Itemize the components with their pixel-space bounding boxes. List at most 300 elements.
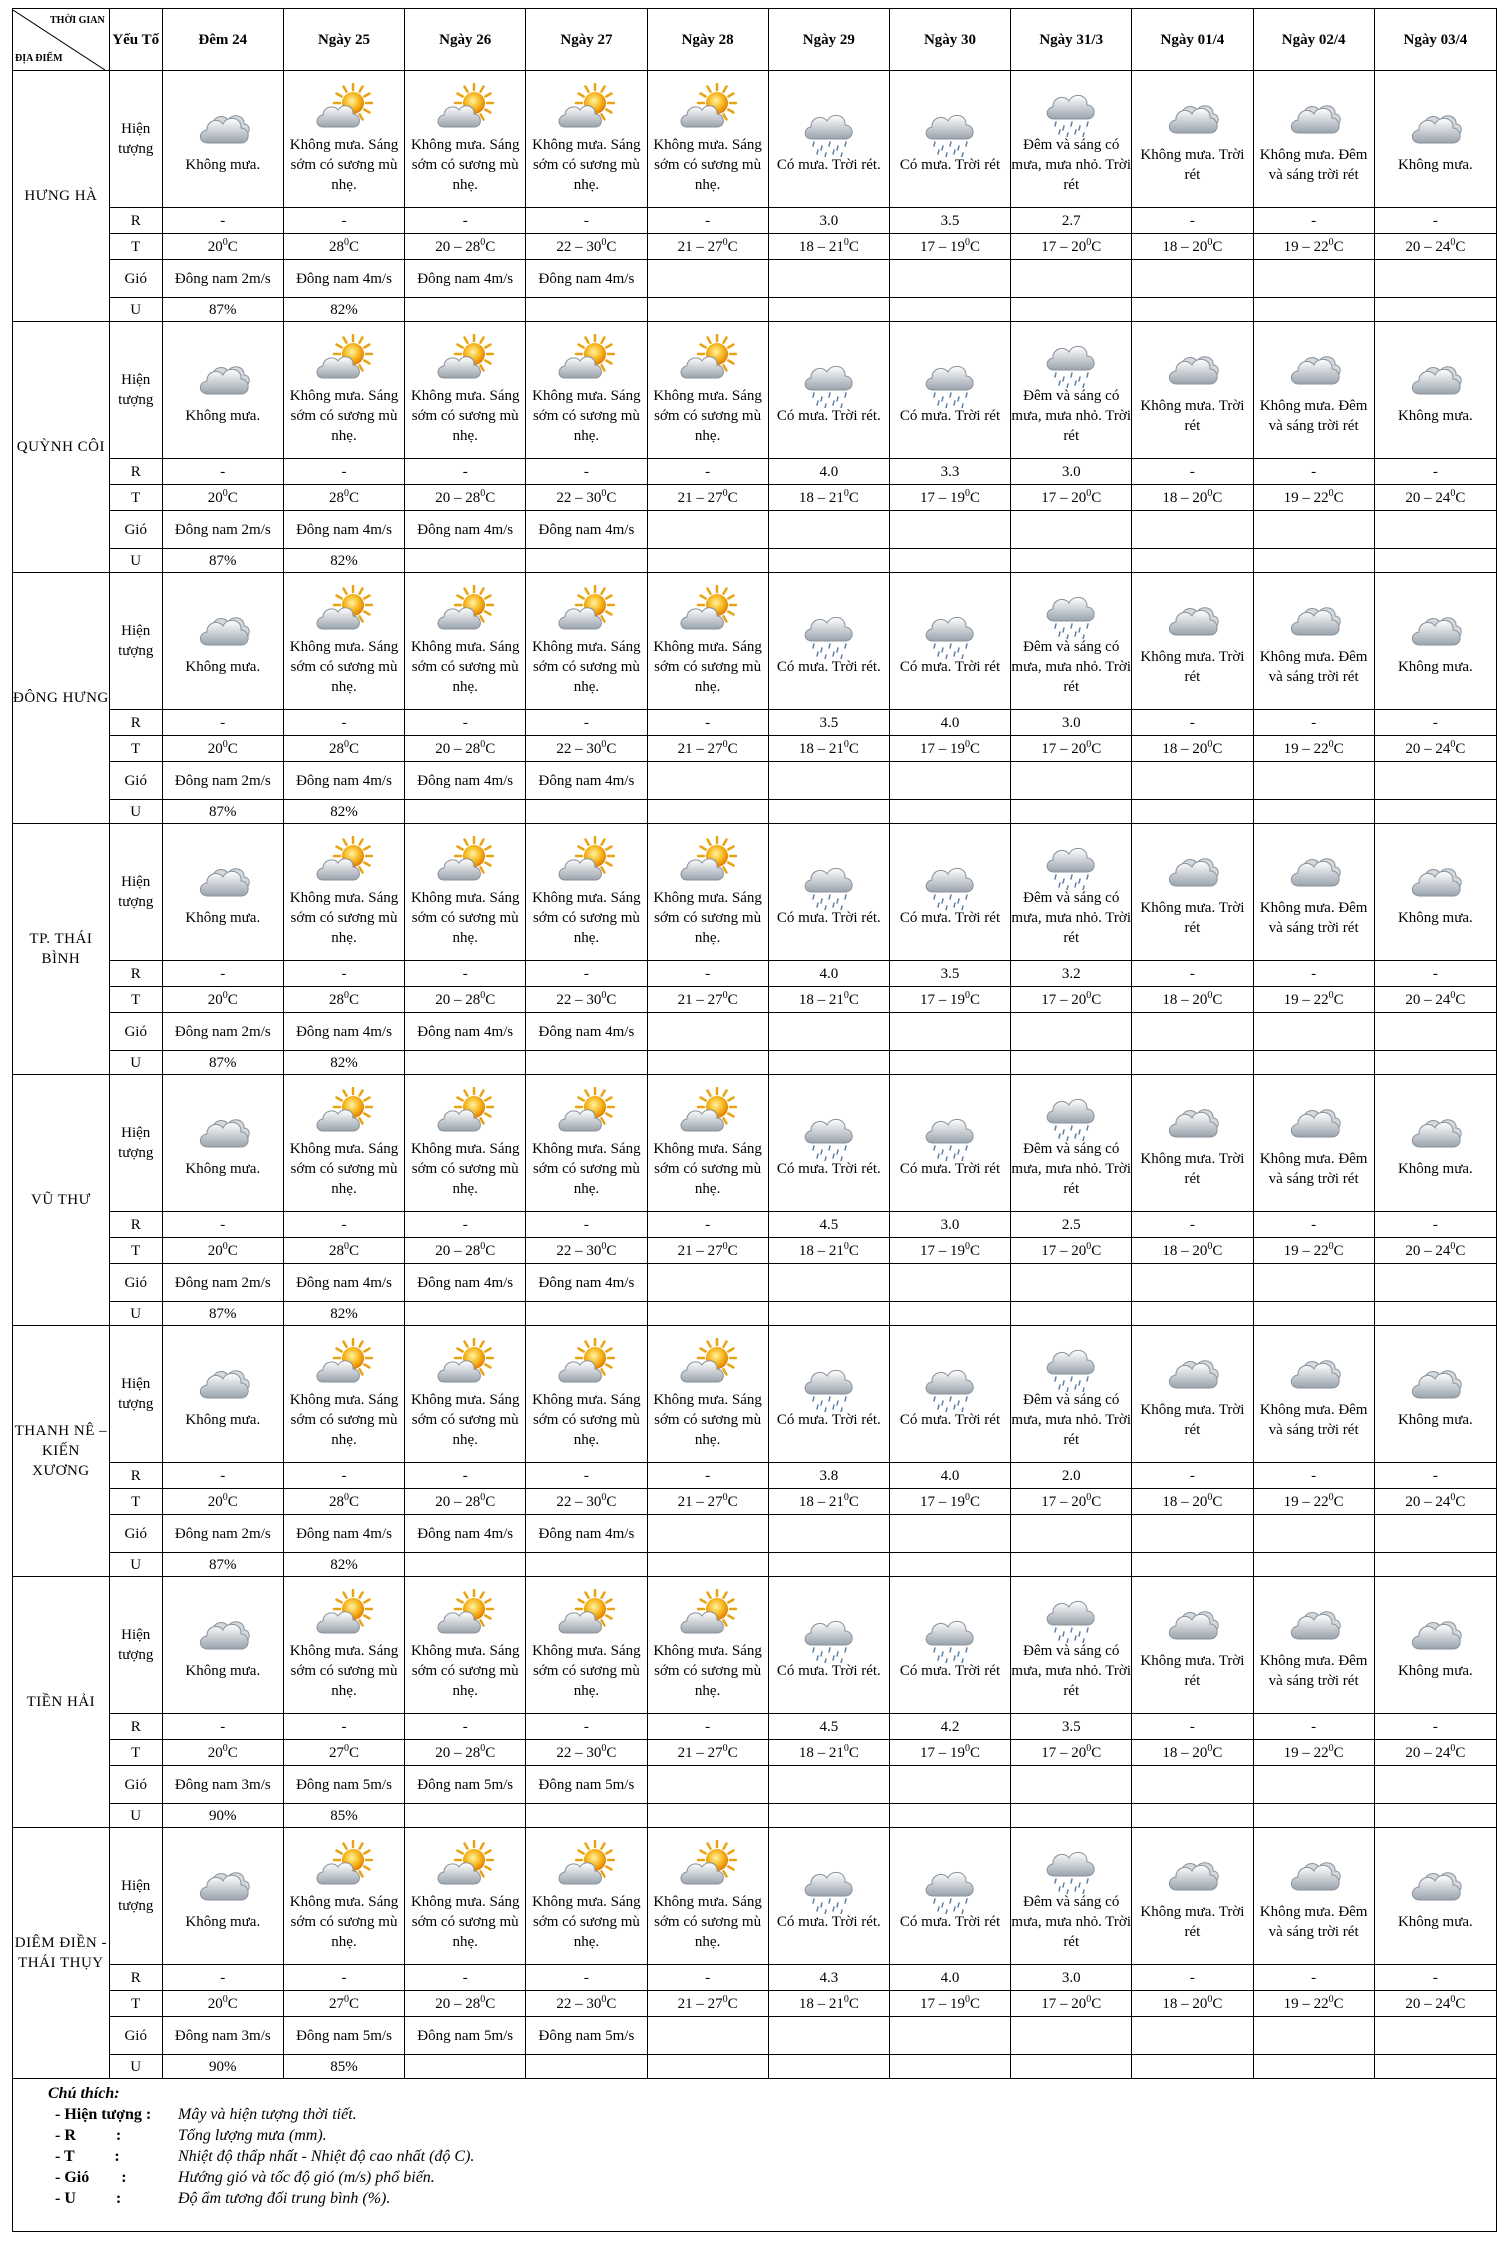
temp-value: 19 – 22 bbox=[1283, 238, 1329, 255]
temp-unit: C bbox=[349, 1744, 360, 1761]
wind-cell bbox=[1253, 1264, 1374, 1302]
partly-sunny-icon bbox=[284, 83, 404, 135]
phenomenon-cell bbox=[647, 1577, 768, 1714]
temp-cell bbox=[768, 234, 889, 260]
temp-cell bbox=[1132, 1740, 1253, 1766]
phenomenon-cell bbox=[283, 71, 404, 208]
wind-cell bbox=[1132, 762, 1253, 800]
phenomenon-text: Không mưa. Sáng sớm có sương mù nhẹ. bbox=[653, 1141, 762, 1197]
temp-unit: C bbox=[227, 489, 238, 506]
location-name: QUỲNH CÔI bbox=[13, 322, 110, 573]
humidity-cell: 82% bbox=[283, 1051, 404, 1075]
temp-unit: C bbox=[1333, 238, 1344, 255]
humidity-cell bbox=[647, 1051, 768, 1075]
factor-phenomenon: Hiện tượng bbox=[109, 1828, 162, 1965]
temp-value: 20 – 28 bbox=[435, 740, 481, 757]
phenomenon-text: Không mưa. bbox=[1397, 157, 1473, 173]
rain-cloud-icon bbox=[1011, 1338, 1131, 1390]
degree-mark: 0 bbox=[344, 1742, 349, 1754]
degree-mark: 0 bbox=[601, 989, 607, 1001]
temp-cell bbox=[162, 736, 283, 762]
factor-temp: T bbox=[109, 1238, 162, 1264]
phenomenon-row bbox=[13, 1075, 1497, 1212]
wind-cell: Đông nam 4m/s bbox=[405, 762, 526, 800]
temp-cell bbox=[1374, 736, 1496, 762]
phenomenon-text: Không mưa. Đêm và sáng trời rét bbox=[1259, 1151, 1368, 1187]
humidity-cell bbox=[405, 2055, 526, 2079]
temp-unit: C bbox=[227, 740, 238, 757]
wind-cell bbox=[1011, 260, 1132, 298]
rain-cell: - bbox=[1132, 710, 1253, 736]
rain-cell: - bbox=[1253, 1463, 1374, 1489]
cloud-icon bbox=[1375, 1609, 1496, 1661]
partly-sunny-icon bbox=[284, 334, 404, 386]
humidity-cell: 85% bbox=[283, 2055, 404, 2079]
phenomenon-row bbox=[13, 1828, 1497, 1965]
cloud-icon bbox=[163, 354, 283, 406]
humidity-cell bbox=[405, 1553, 526, 1577]
degree-mark: 0 bbox=[843, 1742, 849, 1754]
temp-unit: C bbox=[1455, 740, 1466, 757]
cloud-icon bbox=[1132, 1850, 1252, 1902]
temp-cell bbox=[283, 1991, 404, 2017]
humidity-cell bbox=[889, 298, 1010, 322]
temp-cell bbox=[1253, 485, 1374, 511]
wind-cell bbox=[768, 511, 889, 549]
cloud-icon bbox=[1254, 595, 1374, 647]
phenomenon-cell bbox=[1132, 573, 1253, 710]
humidity-cell: 87% bbox=[162, 1553, 283, 1577]
temp-value: 20 – 28 bbox=[435, 1242, 481, 1259]
humidity-cell bbox=[1132, 1302, 1253, 1326]
humidity-cell bbox=[768, 2055, 889, 2079]
temp-unit: C bbox=[1212, 238, 1223, 255]
phenomenon-row bbox=[13, 573, 1497, 710]
temp-unit: C bbox=[1091, 740, 1102, 757]
degree-mark: 0 bbox=[601, 1993, 607, 2005]
rain-row bbox=[13, 710, 1497, 736]
wind-cell bbox=[1011, 1766, 1132, 1804]
humidity-cell bbox=[1011, 1804, 1132, 1828]
humidity-cell bbox=[1253, 549, 1374, 573]
phenomenon-cell bbox=[1011, 1828, 1132, 1965]
wind-cell: Đông nam 4m/s bbox=[526, 1264, 647, 1302]
temp-unit: C bbox=[970, 1995, 981, 2012]
rain-cell: 2.5 bbox=[1011, 1212, 1132, 1238]
wind-cell: Đông nam 5m/s bbox=[283, 2017, 404, 2055]
legend-desc: Tổng lượng mưa (mm). bbox=[178, 2127, 327, 2144]
temp-value: 20 – 24 bbox=[1405, 489, 1451, 506]
phenomenon-cell bbox=[1011, 1326, 1132, 1463]
rain-cloud-icon bbox=[1011, 1840, 1131, 1892]
humidity-cell bbox=[889, 549, 1010, 573]
factor-humidity: U bbox=[109, 1553, 162, 1577]
factor-humidity: U bbox=[109, 1051, 162, 1075]
degree-mark: 0 bbox=[722, 236, 728, 248]
temp-unit: C bbox=[227, 1242, 238, 1259]
temp-unit: C bbox=[349, 740, 360, 757]
phenomenon-text: Không mưa. Đêm và sáng trời rét bbox=[1259, 1653, 1368, 1689]
phenomenon-text: Không mưa. Sáng sớm có sương mù nhẹ. bbox=[289, 1141, 399, 1197]
legend-desc: Mây và hiện tượng thời tiết. bbox=[178, 2106, 357, 2123]
temp-unit: C bbox=[1091, 1744, 1102, 1761]
cloud-icon bbox=[1254, 1850, 1374, 1902]
phenomenon-cell bbox=[768, 322, 889, 459]
temp-cell bbox=[1011, 1991, 1132, 2017]
phenomenon-cell bbox=[768, 573, 889, 710]
temp-cell bbox=[162, 1740, 283, 1766]
rain-cloud-icon bbox=[1011, 83, 1131, 135]
factor-rain: R bbox=[109, 1714, 162, 1740]
temp-value: 20 bbox=[207, 740, 223, 757]
rain-cloud-icon bbox=[1011, 1589, 1131, 1641]
rain-cell: - bbox=[162, 208, 283, 234]
temp-unit: C bbox=[1333, 1995, 1344, 2012]
phenomenon-text: Không mưa. Sáng sớm có sương mù nhẹ. bbox=[410, 137, 520, 193]
corner-cell bbox=[13, 9, 110, 71]
rain-cell: - bbox=[647, 1212, 768, 1238]
degree-mark: 0 bbox=[1450, 1742, 1456, 1754]
temp-value: 20 – 28 bbox=[435, 238, 481, 255]
degree-mark: 0 bbox=[222, 1993, 228, 2005]
wind-cell bbox=[768, 1766, 889, 1804]
degree-mark: 0 bbox=[480, 1491, 486, 1503]
rain-cell: - bbox=[1253, 459, 1374, 485]
phenomenon-cell bbox=[283, 1828, 404, 1965]
factor-humidity: U bbox=[109, 2055, 162, 2079]
degree-mark: 0 bbox=[722, 1993, 728, 2005]
wind-row bbox=[13, 762, 1497, 800]
temp-cell bbox=[1132, 234, 1253, 260]
phenomenon-text: Không mưa. Sáng sớm có sương mù nhẹ. bbox=[653, 1894, 762, 1950]
partly-sunny-icon bbox=[648, 1087, 768, 1139]
temp-value: 18 – 21 bbox=[798, 238, 844, 255]
temp-cell bbox=[768, 1489, 889, 1515]
column-header: Ngày 02/4 bbox=[1253, 9, 1374, 71]
temp-cell bbox=[768, 736, 889, 762]
cloud-icon bbox=[163, 605, 283, 657]
phenomenon-cell bbox=[162, 1326, 283, 1463]
humidity-cell bbox=[1253, 1804, 1374, 1828]
temp-cell bbox=[405, 1489, 526, 1515]
partly-sunny-icon bbox=[526, 1087, 646, 1139]
wind-cell bbox=[647, 762, 768, 800]
humidity-row bbox=[13, 1553, 1497, 1577]
rain-cell: 3.8 bbox=[768, 1463, 889, 1489]
location-name: VŨ THƯ bbox=[13, 1075, 110, 1326]
rain-cloud-icon bbox=[1011, 1087, 1131, 1139]
temp-value: 21 – 27 bbox=[677, 1995, 723, 2012]
temp-value: 20 – 24 bbox=[1405, 1493, 1451, 1510]
phenomenon-cell bbox=[647, 573, 768, 710]
temp-value: 17 – 20 bbox=[1041, 1493, 1087, 1510]
phenomenon-cell bbox=[768, 1075, 889, 1212]
wind-cell bbox=[1253, 260, 1374, 298]
legend-item bbox=[55, 2146, 1496, 2167]
rain-cell: 4.0 bbox=[889, 1463, 1010, 1489]
temp-unit: C bbox=[1333, 1242, 1344, 1259]
temp-unit: C bbox=[349, 1242, 360, 1259]
temp-value: 18 – 20 bbox=[1162, 238, 1208, 255]
degree-mark: 0 bbox=[601, 487, 607, 499]
wind-cell bbox=[1374, 1264, 1496, 1302]
temp-unit: C bbox=[1455, 1995, 1466, 2012]
rain-row bbox=[13, 208, 1497, 234]
rain-cell: 4.0 bbox=[768, 459, 889, 485]
degree-mark: 0 bbox=[843, 1491, 849, 1503]
cloud-icon bbox=[1132, 846, 1252, 898]
rain-cell: - bbox=[1374, 1714, 1496, 1740]
partly-sunny-icon bbox=[284, 1589, 404, 1641]
temp-value: 18 – 21 bbox=[798, 1242, 844, 1259]
humidity-cell: 90% bbox=[162, 1804, 283, 1828]
phenomenon-text: Đêm và sáng có mưa, mưa nhỏ. Trời rét bbox=[1011, 890, 1132, 946]
wind-cell bbox=[1253, 1013, 1374, 1051]
temp-value: 28 bbox=[329, 991, 344, 1008]
humidity-cell bbox=[405, 1804, 526, 1828]
degree-mark: 0 bbox=[344, 1993, 349, 2005]
rain-cell: 4.5 bbox=[768, 1212, 889, 1238]
partly-sunny-icon bbox=[648, 83, 768, 135]
temp-unit: C bbox=[349, 1493, 360, 1510]
partly-sunny-icon bbox=[405, 83, 525, 135]
temp-unit: C bbox=[970, 1493, 981, 1510]
factor-wind: Gió bbox=[109, 260, 162, 298]
rain-cell: - bbox=[283, 961, 404, 987]
phenomenon-cell bbox=[889, 322, 1010, 459]
partly-sunny-icon bbox=[648, 1338, 768, 1390]
temp-unit: C bbox=[848, 238, 859, 255]
wind-cell bbox=[768, 762, 889, 800]
legend-desc: Hướng gió và tốc độ gió (m/s) phổ biến. bbox=[178, 2169, 435, 2186]
temp-value: 19 – 22 bbox=[1283, 1995, 1329, 2012]
wind-cell bbox=[1132, 1264, 1253, 1302]
degree-mark: 0 bbox=[1328, 236, 1334, 248]
column-header: Ngày 26 bbox=[405, 9, 526, 71]
phenomenon-cell bbox=[405, 573, 526, 710]
wind-cell: Đông nam 4m/s bbox=[405, 1264, 526, 1302]
degree-mark: 0 bbox=[344, 1491, 349, 1503]
factor-humidity: U bbox=[109, 1804, 162, 1828]
phenomenon-cell bbox=[1374, 824, 1496, 961]
phenomenon-text: Đêm và sáng có mưa, mưa nhỏ. Trời rét bbox=[1011, 639, 1132, 695]
degree-mark: 0 bbox=[344, 236, 349, 248]
temp-cell bbox=[889, 1740, 1010, 1766]
phenomenon-text: Đêm và sáng có mưa, mưa nhỏ. Trời rét bbox=[1011, 1894, 1132, 1950]
rain-cell: - bbox=[526, 1714, 647, 1740]
humidity-cell: 85% bbox=[283, 1804, 404, 1828]
rain-cloud-icon bbox=[769, 605, 889, 657]
wind-row bbox=[13, 1766, 1497, 1804]
phenomenon-text: Không mưa. bbox=[185, 1161, 261, 1177]
rain-row bbox=[13, 1212, 1497, 1238]
temp-cell bbox=[768, 987, 889, 1013]
factor-rain: R bbox=[109, 961, 162, 987]
wind-cell bbox=[1374, 511, 1496, 549]
wind-cell: Đông nam 4m/s bbox=[405, 260, 526, 298]
degree-mark: 0 bbox=[344, 1240, 349, 1252]
humidity-cell bbox=[1374, 1051, 1496, 1075]
phenomenon-cell bbox=[1374, 1828, 1496, 1965]
phenomenon-text: Không mưa. Sáng sớm có sương mù nhẹ. bbox=[653, 388, 762, 444]
phenomenon-cell bbox=[647, 824, 768, 961]
temp-unit: C bbox=[1212, 1744, 1223, 1761]
temp-cell bbox=[1374, 234, 1496, 260]
legend-key: - R : bbox=[55, 2127, 122, 2144]
phenomenon-text: Có mưa. Trời rét bbox=[899, 659, 1001, 675]
phenomenon-cell bbox=[526, 1577, 647, 1714]
humidity-cell bbox=[647, 2055, 768, 2079]
temp-cell bbox=[162, 234, 283, 260]
partly-sunny-icon bbox=[526, 83, 646, 135]
rain-cell: 3.5 bbox=[889, 208, 1010, 234]
phenomenon-text: Không mưa. Sáng sớm có sương mù nhẹ. bbox=[410, 1392, 520, 1448]
rain-cell: - bbox=[647, 710, 768, 736]
rain-cell: - bbox=[162, 1714, 283, 1740]
temp-cell bbox=[1011, 736, 1132, 762]
humidity-cell bbox=[526, 800, 647, 824]
rain-cell: - bbox=[647, 1965, 768, 1991]
temp-cell bbox=[768, 485, 889, 511]
phenomenon-text: Không mưa. Sáng sớm có sương mù nhẹ. bbox=[653, 1392, 762, 1448]
phenomenon-cell bbox=[283, 322, 404, 459]
temp-unit: C bbox=[1212, 1493, 1223, 1510]
phenomenon-text: Có mưa. Trời rét. bbox=[776, 157, 881, 173]
rain-cell: - bbox=[283, 1463, 404, 1489]
rain-cell: - bbox=[526, 1965, 647, 1991]
rain-cell: - bbox=[283, 1212, 404, 1238]
phenomenon-text: Không mưa. Sáng sớm có sương mù nhẹ. bbox=[532, 1643, 641, 1699]
temp-value: 20 bbox=[207, 1744, 223, 1761]
degree-mark: 0 bbox=[480, 1993, 486, 2005]
wind-row bbox=[13, 1013, 1497, 1051]
rain-cell: - bbox=[283, 1714, 404, 1740]
cloud-icon bbox=[1375, 103, 1496, 155]
factor-phenomenon: Hiện tượng bbox=[109, 573, 162, 710]
rain-cell: 2.0 bbox=[1011, 1463, 1132, 1489]
wind-cell bbox=[1011, 511, 1132, 549]
partly-sunny-icon bbox=[284, 585, 404, 637]
wind-row bbox=[13, 511, 1497, 549]
rain-cloud-icon bbox=[769, 1860, 889, 1912]
humidity-row bbox=[13, 2055, 1497, 2079]
degree-mark: 0 bbox=[222, 738, 228, 750]
temp-cell bbox=[768, 1991, 889, 2017]
phenomenon-text: Không mưa. Đêm và sáng trời rét bbox=[1259, 147, 1368, 183]
degree-mark: 0 bbox=[965, 1240, 971, 1252]
wind-cell bbox=[1253, 762, 1374, 800]
humidity-row bbox=[13, 549, 1497, 573]
temp-unit: C bbox=[485, 1995, 496, 2012]
temp-unit: C bbox=[606, 1242, 617, 1259]
temp-unit: C bbox=[970, 1242, 981, 1259]
humidity-cell bbox=[647, 1553, 768, 1577]
wind-row bbox=[13, 2017, 1497, 2055]
wind-cell bbox=[1253, 511, 1374, 549]
wind-cell bbox=[1011, 1013, 1132, 1051]
degree-mark: 0 bbox=[1086, 1993, 1092, 2005]
rain-cell: 3.0 bbox=[889, 1212, 1010, 1238]
factor-wind: Gió bbox=[109, 1766, 162, 1804]
wind-cell: Đông nam 2m/s bbox=[162, 260, 283, 298]
rain-cell: - bbox=[405, 710, 526, 736]
temp-value: 28 bbox=[329, 1493, 344, 1510]
partly-sunny-icon bbox=[526, 1840, 646, 1892]
temp-unit: C bbox=[1333, 489, 1344, 506]
phenomenon-cell bbox=[526, 1828, 647, 1965]
phenomenon-text: Có mưa. Trời rét. bbox=[776, 408, 881, 424]
humidity-cell bbox=[526, 1051, 647, 1075]
degree-mark: 0 bbox=[344, 487, 349, 499]
phenomenon-cell bbox=[1253, 1075, 1374, 1212]
phenomenon-cell bbox=[162, 824, 283, 961]
temp-value: 22 – 30 bbox=[556, 991, 602, 1008]
wind-cell bbox=[889, 1766, 1010, 1804]
humidity-cell bbox=[647, 800, 768, 824]
phenomenon-cell bbox=[162, 1075, 283, 1212]
phenomenon-cell bbox=[1253, 824, 1374, 961]
temp-unit: C bbox=[970, 991, 981, 1008]
degree-mark: 0 bbox=[1450, 1240, 1456, 1252]
temp-unit: C bbox=[848, 740, 859, 757]
wind-cell bbox=[1132, 1515, 1253, 1553]
humidity-cell bbox=[1253, 800, 1374, 824]
degree-mark: 0 bbox=[1207, 236, 1213, 248]
humidity-cell bbox=[526, 2055, 647, 2079]
phenomenon-text: Không mưa. Sáng sớm có sương mù nhẹ. bbox=[532, 1894, 641, 1950]
rain-cell: - bbox=[283, 208, 404, 234]
temp-unit: C bbox=[1212, 991, 1223, 1008]
phenomenon-text: Không mưa. Sáng sớm có sương mù nhẹ. bbox=[289, 639, 399, 695]
degree-mark: 0 bbox=[222, 1240, 228, 1252]
temp-cell bbox=[647, 485, 768, 511]
phenomenon-row bbox=[13, 1577, 1497, 1714]
rain-row bbox=[13, 1965, 1497, 1991]
humidity-cell bbox=[889, 800, 1010, 824]
phenomenon-cell bbox=[1253, 71, 1374, 208]
humidity-cell bbox=[1011, 1302, 1132, 1326]
cloud-icon bbox=[1254, 846, 1374, 898]
phenomenon-text: Không mưa. Sáng sớm có sương mù nhẹ. bbox=[410, 1894, 520, 1950]
wind-cell bbox=[647, 511, 768, 549]
phenomenon-text: Không mưa. Sáng sớm có sương mù nhẹ. bbox=[289, 1392, 399, 1448]
humidity-cell bbox=[768, 800, 889, 824]
column-header: Ngày 29 bbox=[768, 9, 889, 71]
temp-value: 20 bbox=[207, 1242, 223, 1259]
temp-cell bbox=[405, 1991, 526, 2017]
phenomenon-text: Có mưa. Trời rét. bbox=[776, 659, 881, 675]
phenomenon-text: Không mưa. bbox=[1397, 1663, 1473, 1679]
temp-value: 18 – 21 bbox=[798, 1995, 844, 2012]
rain-cell: - bbox=[647, 459, 768, 485]
partly-sunny-icon bbox=[405, 585, 525, 637]
temp-cell bbox=[889, 234, 1010, 260]
phenomenon-text: Có mưa. Trời rét. bbox=[776, 1161, 881, 1177]
degree-mark: 0 bbox=[1207, 1240, 1213, 1252]
degree-mark: 0 bbox=[601, 1240, 607, 1252]
degree-mark: 0 bbox=[1450, 1993, 1456, 2005]
rain-cell: - bbox=[162, 710, 283, 736]
phenomenon-cell bbox=[162, 1577, 283, 1714]
rain-cell: 3.2 bbox=[1011, 961, 1132, 987]
temp-cell bbox=[889, 987, 1010, 1013]
legend-item bbox=[55, 2125, 1496, 2146]
temp-cell bbox=[1253, 987, 1374, 1013]
degree-mark: 0 bbox=[222, 1491, 228, 1503]
temp-unit: C bbox=[606, 238, 617, 255]
cloud-icon bbox=[1375, 1358, 1496, 1410]
temp-value: 18 – 20 bbox=[1162, 740, 1208, 757]
